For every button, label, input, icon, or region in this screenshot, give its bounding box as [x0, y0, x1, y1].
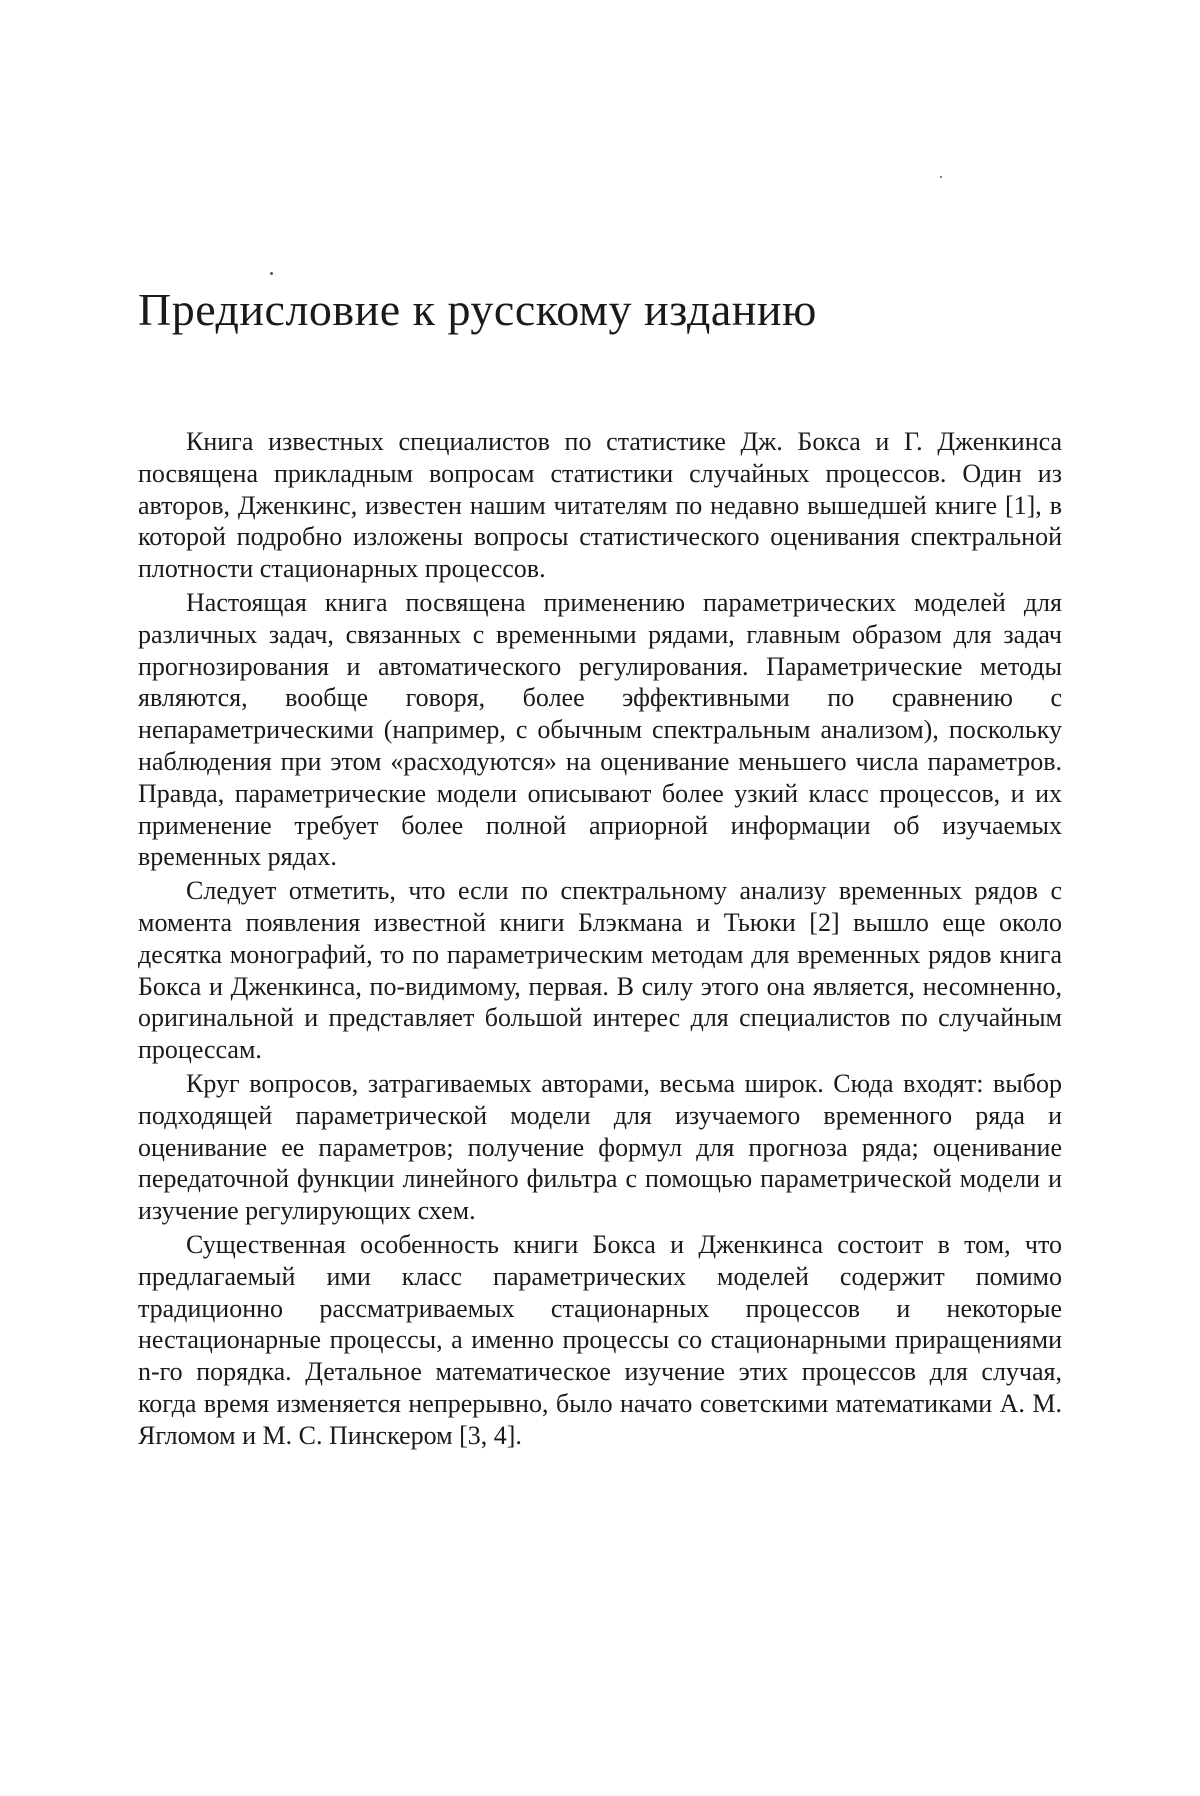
paragraph: Настоящая книга посвящена применению параметрических моделей для различных задач, связанных с временными рядами, главным образом для задач прогнозирования и автоматического регулирования. Параметрические методы являются, вообще говоря, более эффективными по сравнению с непараметрическими (например, с обычным спектральным анализом), поскольку наблюдения при этом «расходуются» на оценивание меньшего числа параметров. Правда, параметрические модели описывают более узкий класс процессов, и их применение требует более полной априорной информации об изучаемых временных рядах.	[138, 587, 1062, 872]
preface-body	[138, 426, 1062, 1452]
page-title: Предисловие к русскому изданию	[138, 284, 817, 335]
scan-speck	[940, 176, 942, 178]
paragraph: Следует отметить, что если по спектральному анализу временных рядов с момента появления известной книги Блэкмана и Тьюки [2] вышло еще около десятка монографий, то по параметрическим методам для временных рядов книга Бокса и Дженкинса, по-видимому, первая. В силу этого она является, несомненно, оригинальной и представляет большой интерес для специалистов по случайным процессам.	[138, 876, 1062, 1065]
paragraph: Круг вопросов, затрагиваемых авторами, весьма широк. Сюда входят: выбор подходящей параметрической модели для изучаемого временного ряда и оценивание ее параметров; получение формул для прогноза ряда; оценивание передаточной функции линейного фильтра с помощью параметрической модели и изучение регулирующих схем.	[138, 1068, 1062, 1226]
paragraph: Существенная особенность книги Бокса и Дженкинса состоит в том, что предлагаемый ими класс параметрических моделей содержит помимо традиционно рассматриваемых стационарных процессов и некоторые нестационарные процессы, а именно процессы со стационарными приращениями n-го порядка. Детальное математическое изучение этих процессов для случая, когда время изменяется непрерывно, было начато советскими математиками А. М. Ягломом и М. С. Пинскером [3, 4].	[138, 1229, 1062, 1450]
paragraph: Книга известных специалистов по статистике Дж. Бокса и Г. Дженкинса посвящена прикладным вопросам статистики случайных процессов. Один из авторов, Дженкинс, известен нашим читателям по недавно вышедшей книге [1], в которой подробно изложены вопросы статистического оценивания спектральной плотности стационарных процессов.	[138, 427, 1062, 584]
scan-speck	[270, 272, 273, 275]
